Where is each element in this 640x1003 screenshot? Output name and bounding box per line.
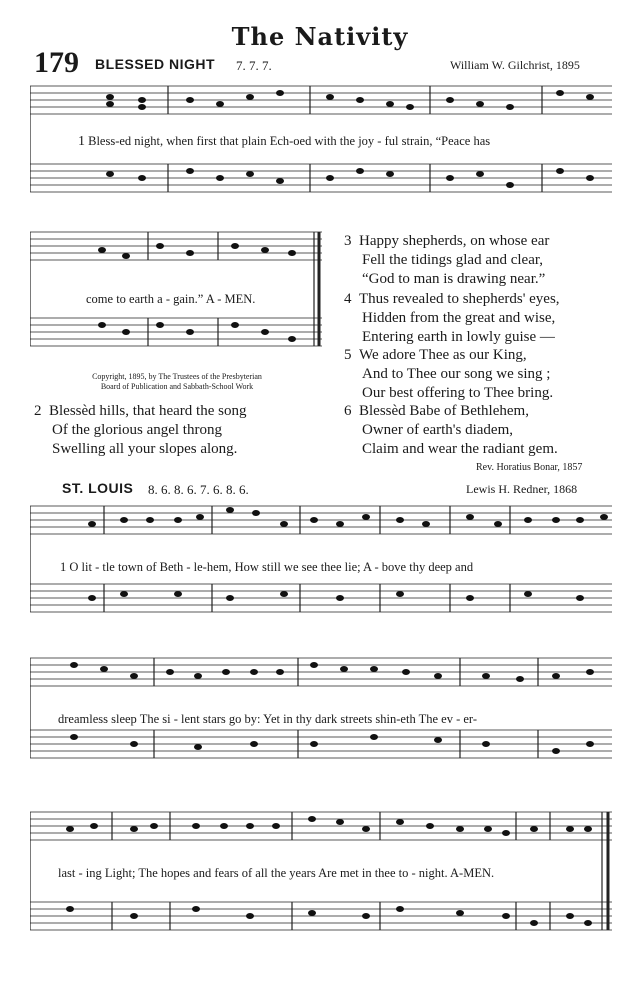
stanza-line: Thus revealed to shepherds' eyes, (359, 291, 560, 307)
stanza-line: Swelling all your slopes along. (52, 441, 238, 457)
stanza-line: We adore Thee as our King, (359, 347, 527, 363)
stanza-line: Hidden from the great and wise, (362, 310, 556, 326)
stanza-line: Our best offering to Thee bring. (362, 385, 554, 401)
stanza-line: Blessèd Babe of Bethlehem, (359, 403, 529, 419)
hymn-number: 179 (34, 46, 79, 79)
author-credit: Rev. Horatius Bonar, 1857 (476, 462, 583, 473)
meter-st-louis: 8. 6. 8. 6. 7. 6. 8. 6. (148, 482, 249, 497)
stanza-number: 3 (344, 233, 352, 249)
composer-blessed-night: William W. Gilchrist, 1895 (450, 58, 580, 72)
stanza-line: Of the glorious angel throng (52, 422, 222, 438)
stanza-line: Entering earth in lowly guise — (362, 329, 555, 345)
stanza-line: Blessèd hills, that heard the song (49, 403, 247, 419)
verse-number: 1 (78, 134, 85, 149)
meter-blessed-night: 7. 7. 7. (236, 58, 272, 73)
stanza-line: Happy shepherds, on whose ear (359, 233, 550, 249)
copyright-line: Copyright, 1895, by The Trustees of the Presbyterian (92, 372, 262, 381)
stanza-number: 2 (34, 403, 42, 419)
music-staff-system-4 (30, 650, 612, 768)
section-title: The Nativity (231, 22, 409, 51)
lyric-line-2: come to earth a - gain.” A - MEN. (86, 292, 256, 306)
stanza-line: And to Thee our song we sing ; (362, 366, 551, 382)
stanza-line: Claim and wear the radiant gem. (362, 441, 558, 457)
tune-name-st-louis: ST. LOUIS (62, 480, 134, 496)
stanza-number: 5 (344, 347, 352, 363)
tune-name-blessed-night: BLESSED NIGHT (95, 56, 216, 72)
stanza-5 (344, 346, 553, 403)
copyright-notice (32, 372, 322, 392)
stanza-2 (34, 402, 246, 459)
stanza-3 (344, 232, 549, 289)
stanza-number: 4 (344, 291, 352, 307)
stanza-4 (344, 290, 560, 347)
composer-st-louis: Lewis H. Redner, 1868 (466, 482, 578, 496)
copyright-line: Board of Publication and Sabbath-School Work (100, 382, 254, 391)
stanza-6 (344, 402, 558, 459)
verse-number: 1 (60, 560, 67, 574)
lyric-line-4: dreamless sleep The si - lent stars go by: Yet in thy dark streets shin-eth The ev - er- (58, 712, 477, 726)
stanza-line: Fell the tidings glad and clear, (362, 252, 544, 268)
stanza-number: 6 (344, 403, 352, 419)
lyric-line-5: last - ing Light; The hopes and fears of all the years Are met in thee to - night. A-MEN. (58, 866, 495, 880)
stanza-line: Owner of earth's diadem, (362, 422, 513, 438)
lyric-line-3: O lit - tle town of Beth - le-hem, How still we see thee lie; A - bove thy deep and (69, 560, 474, 574)
lyric-line-1: Bless-ed night, when first that plain Ech-oed with the joy - ful strain, “Peace has (88, 134, 491, 148)
stanza-line: “God to man is drawing near.” (362, 271, 546, 287)
